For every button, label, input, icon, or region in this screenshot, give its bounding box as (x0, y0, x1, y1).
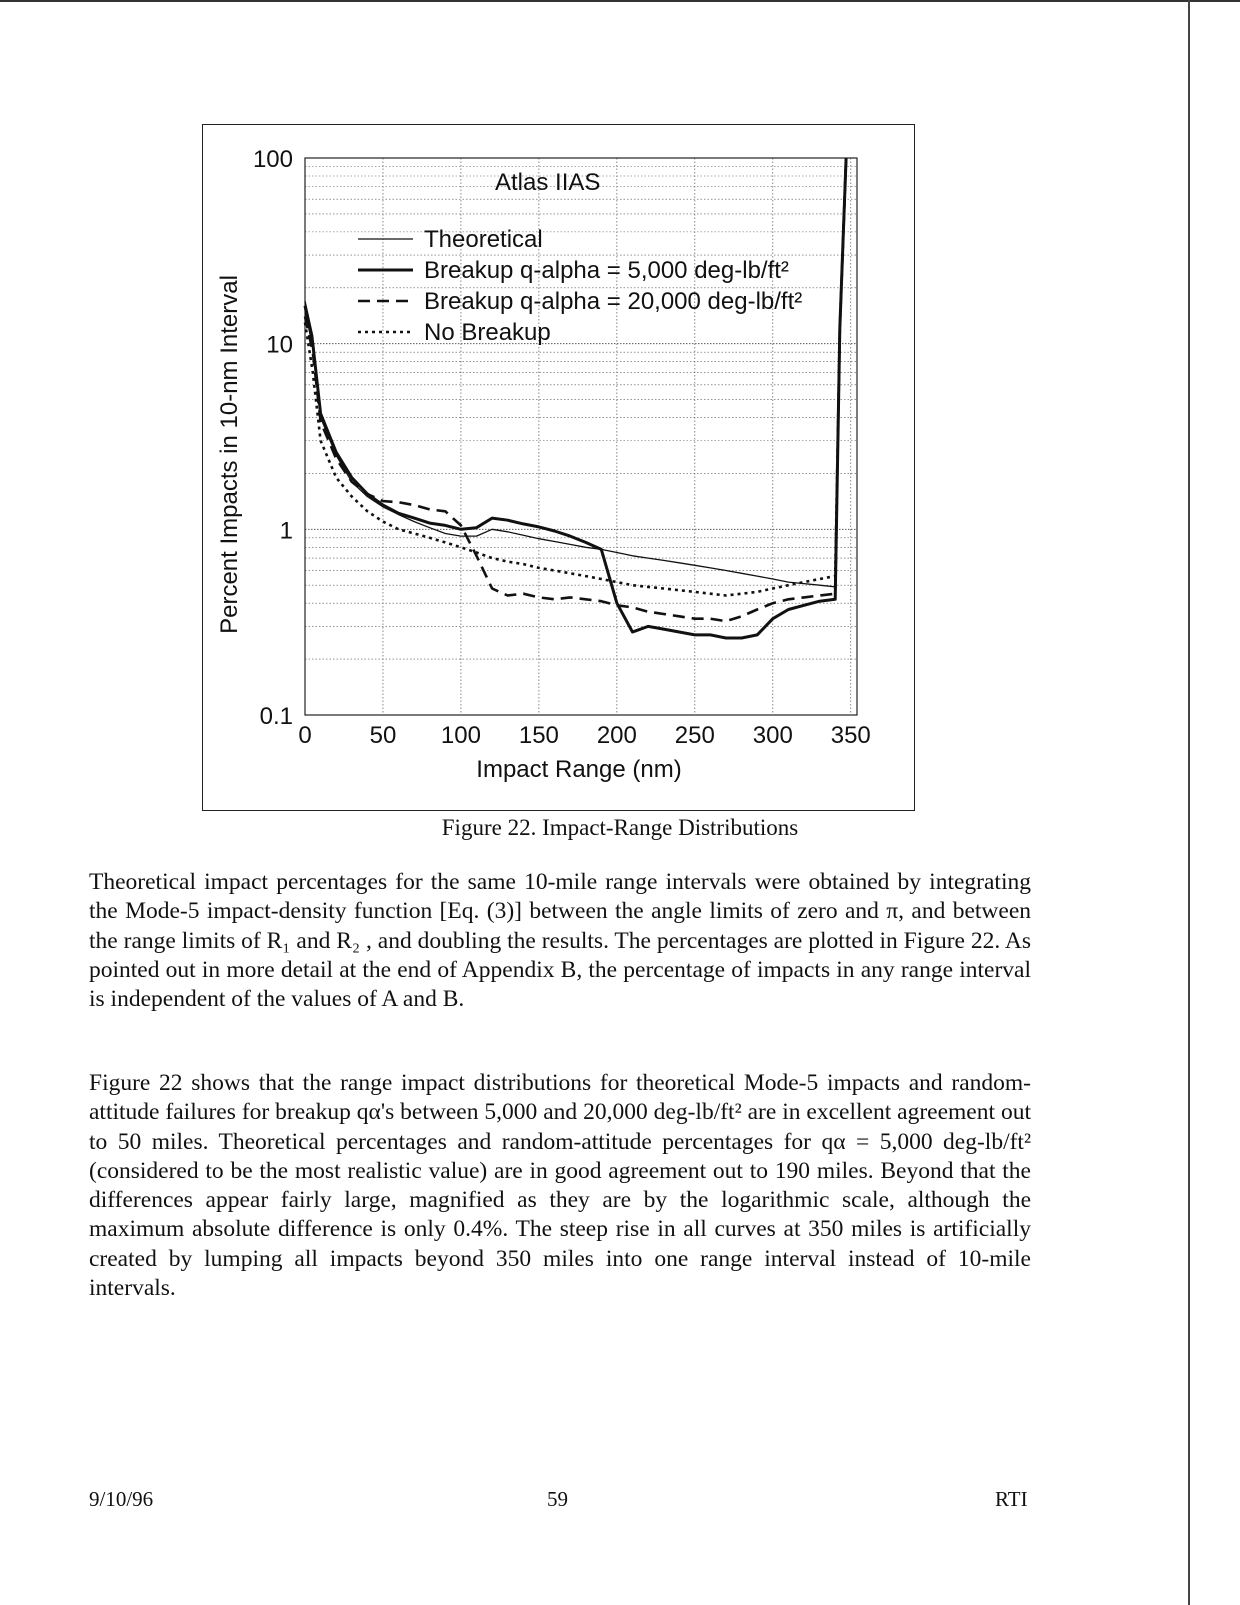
footer-page-number: 59 (547, 1487, 568, 1511)
impact-range-chart (203, 125, 916, 812)
series-line-3 (305, 158, 846, 621)
y-tick-label: 100 (252, 146, 293, 173)
series-line-4 (305, 158, 846, 596)
series-line-2 (305, 158, 846, 638)
paragraph-2: Figure 22 shows that the range impact distributions for theoretical Mode-5 impacts and random-attitude failures for breakup qα's between 5,000 and 20,000 deg-lb/ft² are in excellent agreement out to 50 miles. Theoretical percentages and random-attitude percentages for qα = 5,000 deg-lb/ft² (considered to be the most realistic value) are in good agreement out to 190 miles. Beyond that the differences appear fairly large, magnified as they are by the logarithmic scale, although the maximum absolute difference is only 0.4%. The steep rise in all curves at 350 miles is artificially created by lumping all impacts beyond 350 miles into one range interval instead of 10-mile intervals. (89, 1070, 1031, 1302)
page-top-rule (0, 0, 1240, 2)
x-axis-label: Impact Range (nm) (476, 756, 682, 783)
y-tick-label: 10 (266, 331, 293, 359)
x-tick-label: 150 (518, 722, 559, 749)
y-tick-label: 0.1 (259, 703, 293, 730)
legend-label-4: No Breakup (424, 319, 551, 346)
footer-organization: RTI (995, 1487, 1028, 1511)
x-tick-label: 300 (752, 722, 793, 749)
x-tick-label: 0 (298, 722, 312, 749)
legend-label-3: Breakup q-alpha = 20,000 deg-lb/ft² (424, 288, 803, 315)
figure-caption: Figure 22. Impact-Range Distributions (441, 815, 799, 840)
x-tick-label: 50 (369, 722, 397, 749)
y-tick-label: 1 (279, 517, 293, 545)
y-axis-label: Percent Impacts in 10-nm Interval (216, 275, 243, 634)
page-right-rule (1188, 0, 1190, 1605)
chart-title: Atlas IIAS (495, 169, 601, 196)
legend-label-1: Theoretical (424, 226, 543, 253)
paragraph-1: Theoretical impact percentages for the same 10-mile range intervals were obtained by integrating the Mode-5 impact-density function [Eq. (3)] between the angle limits of zero and π, and between the range limits of R₁ and R₂ , and doubling the results. The percentages are plotted in Figure 22. As pointed out in more detail at the end of Appendix B, the percentage of impacts in any range interval is independent of the values of A and B. (89, 869, 1031, 1013)
x-tick-label: 250 (674, 722, 715, 749)
legend-label-2: Breakup q-alpha = 5,000 deg-lb/ft² (424, 257, 789, 284)
x-tick-label: 200 (596, 722, 637, 749)
x-tick-label: 100 (440, 722, 481, 749)
x-tick-label: 350 (830, 722, 871, 749)
footer-date: 9/10/96 (89, 1487, 154, 1511)
figure-22-frame (202, 124, 915, 811)
plot-area-border (305, 158, 857, 715)
